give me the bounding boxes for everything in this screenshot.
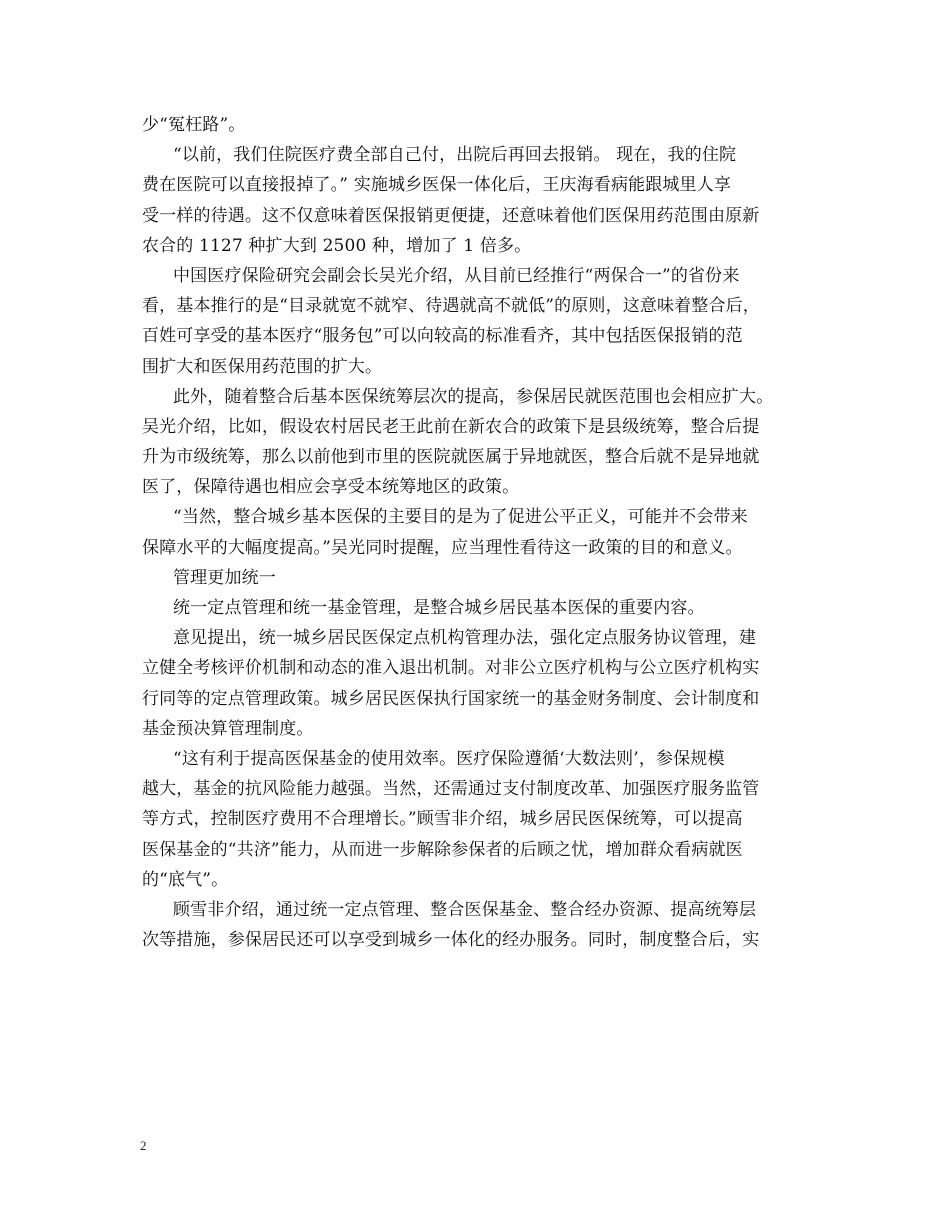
text-line: 保障水平的大幅度提高。”吴光同时提醒，应当理性看待这一政策的目的和意义。	[142, 537, 743, 558]
text-line: 围扩大和医保用药范围的扩大。	[142, 356, 383, 377]
text-line: 管理更加统一	[173, 567, 276, 588]
text-line: “这有利于提高医保基金的使用效率。医疗保险遵循‘大数法则’，参保规模	[173, 748, 725, 769]
text-line: 吴光介绍，比如，假设农村居民老王此前在新农合的政策下是县级统筹，整合后提	[142, 416, 760, 437]
text-line: 基金预决算管理制度。	[142, 718, 314, 739]
text-line: 农合的 1127 种扩大到 2500 种，增加了 1 倍多。	[142, 235, 532, 256]
page-number: 2	[140, 1138, 147, 1153]
text-line: 此外，随着整合后基本医保统筹层次的提高，参保居民就医范围也会相应扩大。	[173, 386, 774, 407]
text-line: 费在医院可以直接报掉了。” 实施城乡医保一体化后，王庆海看病能跟城里人享	[142, 175, 731, 196]
text-line: 顾雪非介绍，通过统一定点管理、整合医保基金、整合经办资源、提高统筹层	[173, 899, 757, 920]
text-line: 中国医疗保险研究会副会长吴光介绍，从目前已经推行“两保合一”的省份来	[173, 265, 740, 286]
text-line: 次等措施，参保居民还可以享受到城乡一体化的经办服务。同时，制度整合后，实	[142, 930, 760, 951]
text-line: 百姓可享受的基本医疗“服务包”可以向较高的标准看齐，其中包括医保报销的范	[142, 326, 743, 347]
text-line: 受一样的待遇。这不仅意味着医保报销更便捷，还意味着他们医保用药范围由原新	[142, 205, 760, 226]
text-line: 的“底气”。	[142, 869, 229, 890]
text-line: 医保基金的“共济”能力，从而进一步解除参保者的后顾之忧，增加群众看病就医	[142, 839, 743, 860]
text-line: 统一定点管理和统一基金管理，是整合城乡居民基本医保的重要内容。	[173, 598, 705, 618]
document-body	[142, 110, 810, 955]
text-line: “当然，整合城乡基本医保的主要目的是为了促进公平正义，可能并不会带来	[173, 507, 748, 528]
text-line: 意见提出，统一城乡居民医保定点机构管理办法，强化定点服务协议管理，建	[173, 628, 757, 649]
text-line: 少“冤枉路”。	[142, 115, 246, 135]
text-line: 越大，基金的抗风险能力越强。当然，还需通过支付制度改革、加强医疗服务监管	[142, 779, 760, 800]
text-line: 立健全考核评价机制和动态的准入退出机制。对非公立医疗机构与公立医疗机构实	[142, 658, 760, 679]
text-line: 等方式，控制医疗费用不合理增长。”顾雪非介绍，城乡居民医保统筹，可以提高	[142, 809, 743, 830]
text-line: 升为市级统筹，那么以前他到市里的医院就医属于异地就医，整合后就不是异地就	[142, 447, 760, 468]
text-line: 医了，保障待遇也相应会享受本统筹地区的政策。	[142, 477, 520, 498]
text-line: “以前，我们住院医疗费全部自己付，出院后再回去报销。 现在，我的住院	[173, 145, 737, 166]
text-line: 看，基本推行的是“目录就宽不就窄、待遇就高不就低”的原则，这意味着整合后，	[142, 296, 760, 317]
text-line: 行同等的定点管理政策。城乡居民医保执行国家统一的基金财务制度、会计制度和	[142, 688, 760, 709]
